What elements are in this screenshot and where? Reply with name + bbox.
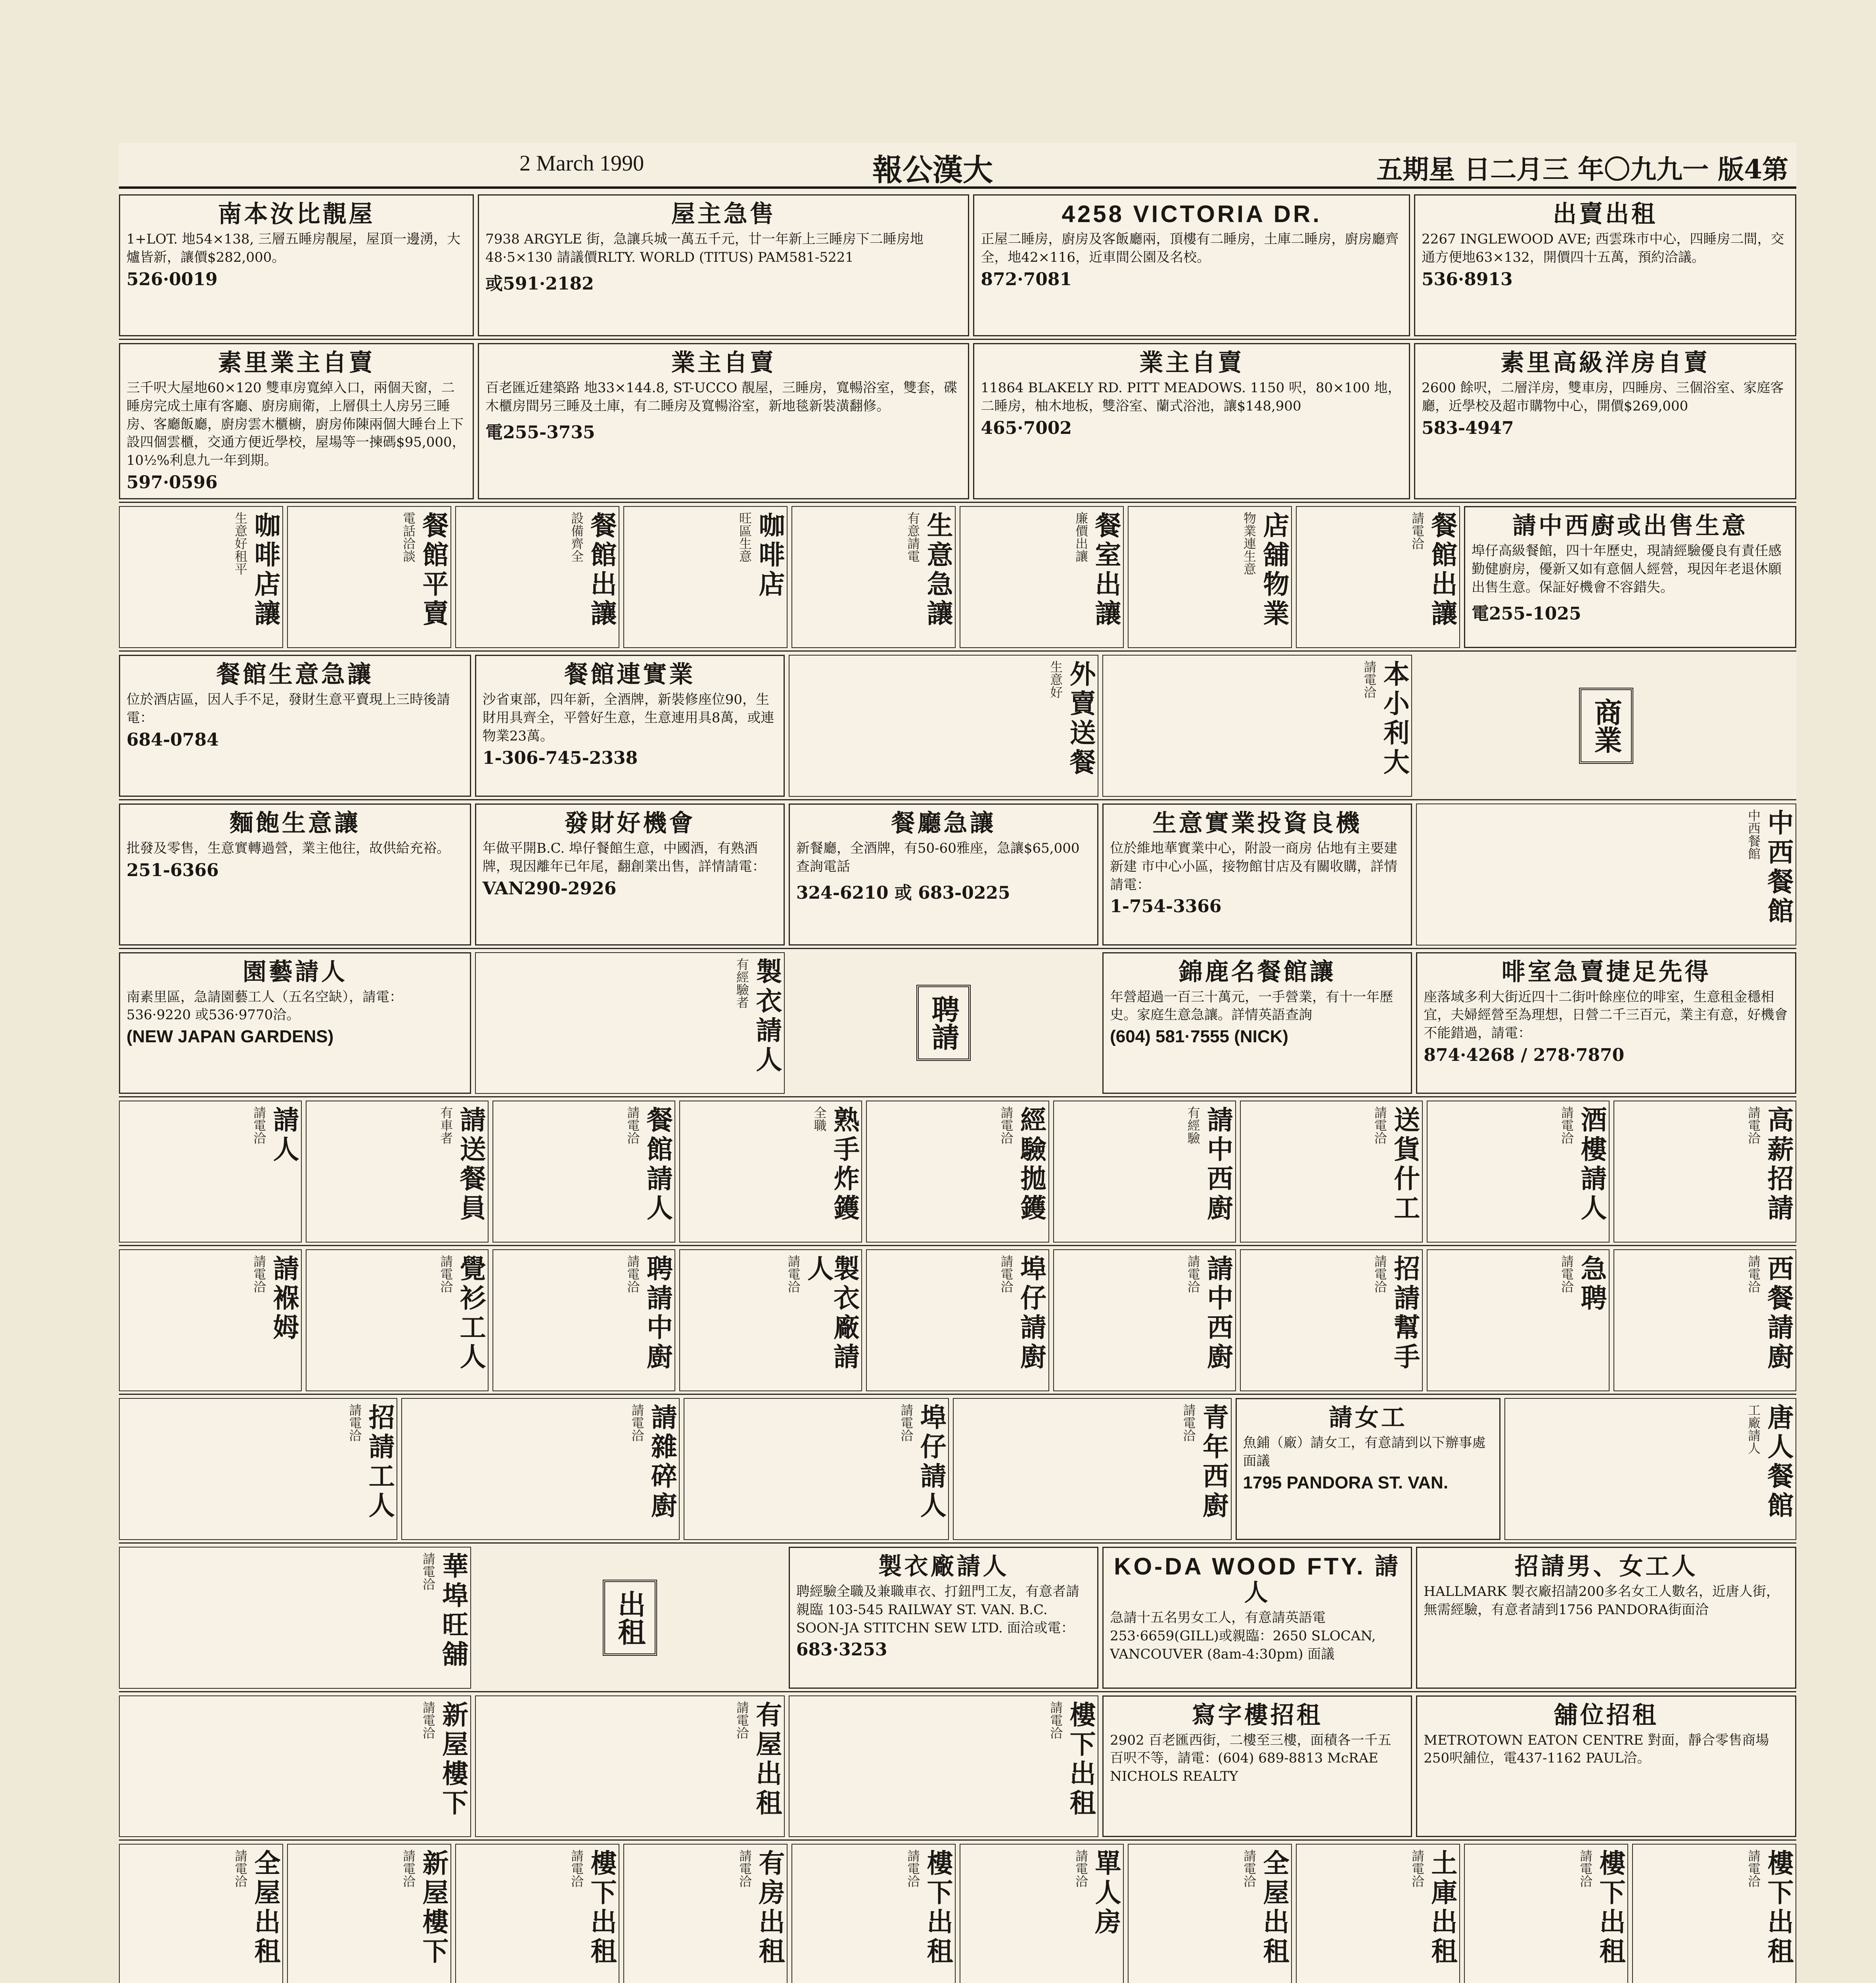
ad-title: 啡室急賣捷足先得 — [1501, 958, 1711, 986]
ad-sale-rent-inglewood — [1414, 194, 1796, 336]
ad-address: 1795 PANDORA ST. VAN. — [1243, 1473, 1449, 1492]
ad-body: 年做平開B.C. 埠仔餐館生意，中國酒，有熟酒牌，現因離年已年尾，翻創業出售，詳情請電： — [482, 840, 766, 875]
listing: 覺衫工人 請電洽 — [306, 1249, 489, 1391]
ad-title: 4258 VICTORIA DR. — [1062, 201, 1322, 227]
listing-heading: 請中西廚 — [1202, 1106, 1234, 1224]
listing: 請雜碎廚 請電洽 — [401, 1398, 680, 1540]
ad-title: 餐館連實業 — [564, 661, 696, 689]
ad-body: 魚鋪（廠）請女工，有意請到以下辦事處面議 — [1243, 1435, 1486, 1469]
ad-title: 出賣出租 — [1553, 200, 1658, 228]
ad-surrey-owner-sale — [119, 343, 474, 499]
listing: 請中西廚 請電洽 — [1053, 1249, 1236, 1391]
row-business-2 — [119, 655, 1796, 800]
listing: 送貨什工 請電洽 — [1240, 1101, 1423, 1243]
ad-hiring-female-workers — [1236, 1398, 1501, 1540]
ad-famous-restaurant-sale — [1102, 952, 1412, 1094]
listing-heading: 埠仔請廚 — [1016, 1255, 1047, 1373]
listing: 全屋出租 請電洽 — [1128, 1844, 1292, 1983]
listing: 聘請中廚 請電洽 — [492, 1249, 675, 1391]
issue-line: 五期星 日二月三 年〇九九一 版4第 — [1376, 154, 1788, 185]
ad-body: 南素里區，急請園藝工人（五名空缺），請電：536·9220 或536·9770洽。 — [126, 989, 403, 1023]
listing-heading: 送貨什工 — [1389, 1106, 1420, 1224]
ad-shop-for-rent — [1416, 1695, 1796, 1837]
ad-phone: 電255-1025 — [1472, 603, 1581, 624]
ad-south-burnaby-house — [119, 194, 474, 336]
listing-heading: 招請工人 — [364, 1403, 395, 1521]
ad-title: 園藝請人 — [242, 958, 347, 986]
ad-title: 發財好機會 — [564, 809, 696, 837]
listing-heading: 全屋出租 — [1259, 1849, 1290, 1967]
ad-body: 1+LOT. 地54×138, 三層五睡房靚屋，屋頂一邊湧，大爐皆新，讓價$282,000。 — [126, 231, 461, 265]
ad-phone: 597·0596 — [126, 472, 218, 493]
listing: 樓下出租 請電洽 — [1632, 1844, 1796, 1983]
masthead — [119, 143, 1796, 189]
ad-body: 聘經驗全職及兼職車衣、打鈕門工友，有意者請親臨 103-545 RAILWAY ST. VAN. B.C. SOON-JA STITCHN SEW LTD. 面洽或電： — [796, 1583, 1079, 1636]
ad-hallmark-hiring — [1416, 1547, 1796, 1689]
ad-phone: 251-6366 — [126, 860, 219, 880]
ad-office-for-rent — [1102, 1695, 1412, 1837]
listing-heading: 樓下出租 — [1065, 1701, 1096, 1818]
row-hiring-4 — [119, 1398, 1796, 1544]
ad-body: 埠仔高級餐館，四十年歷史，現請經驗優良有責任感勤健廚房，優新又如有意個人經營，現因年老退休願出售生意。保証好機會不容錯失。 — [1472, 543, 1782, 596]
listing: 生意急讓 有意請電 — [791, 506, 956, 648]
ad-restaurant-with-property — [475, 655, 785, 797]
row-business-1 — [119, 506, 1796, 652]
row-hiring-2 — [119, 1101, 1796, 1246]
listing-heading: 埠仔請人 — [916, 1403, 947, 1521]
ad-phone: 電255-3735 — [485, 422, 595, 443]
listing: 新屋樓下 請電洽 — [287, 1844, 451, 1983]
ad-title: 寫字樓招租 — [1192, 1701, 1323, 1729]
listing: 唐人餐館 工廠請人 — [1504, 1398, 1796, 1540]
newspaper-page — [119, 143, 1796, 1983]
listing-heading: 急聘 — [1576, 1255, 1607, 1314]
ad-body: 座落域多利大街近四十二街叶餘座位的啡室，生意租金穩相宜，夫婦經營至為理想，日營二千三百元，業主有意，好機會不能錯過，請電： — [1424, 989, 1788, 1041]
listing: 青年西廚 請電洽 — [953, 1398, 1231, 1540]
listing-heading: 中西餐館 — [1763, 809, 1794, 926]
listing: 招請工人 請電洽 — [119, 1398, 397, 1540]
listing: 咖啡店 旺區生意 — [623, 506, 788, 648]
listing-heading: 請褓姆 — [268, 1255, 300, 1343]
date-english: 2 March 1990 — [519, 151, 644, 176]
listing: 埠仔請人 請電洽 — [684, 1398, 949, 1540]
listing: 請褓姆 請電洽 — [119, 1249, 302, 1391]
row-real-estate-2 — [119, 343, 1796, 503]
ad-phone: 1-754-3366 — [1110, 896, 1222, 917]
ad-surrey-luxury-house — [1414, 343, 1796, 499]
listing-heading: 請雜碎廚 — [646, 1403, 678, 1521]
listing-heading: 餐室出讓 — [1090, 512, 1121, 629]
ad-title: 製衣廠請人 — [878, 1552, 1009, 1580]
listing-heading: 餐館平賣 — [418, 512, 449, 629]
ad-hire-chef-or-sell — [1464, 506, 1796, 648]
ad-phone: 684-0784 — [126, 729, 219, 750]
listing-heading: 單人房 — [1090, 1849, 1121, 1938]
ad-phone: 324-6210 或 683-0225 — [796, 882, 1010, 903]
ad-phone: (604) 581·7555 (NICK) — [1110, 1027, 1289, 1047]
ad-owner-sale-victoria — [973, 194, 1410, 336]
ad-title: 素里業主自賣 — [218, 349, 375, 377]
ad-phone: 465·7002 — [981, 418, 1072, 438]
listing: 新屋樓下 請電洽 — [119, 1695, 471, 1837]
ad-body: 2600 餘呎，二層洋房，雙車房，四睡房、三個浴室、家庭客廳，近學校及超市購物中心，開價$269,000 — [1422, 380, 1784, 414]
ad-phone: 1-306-745-2338 — [482, 748, 638, 768]
ad-restaurant-urgent — [789, 804, 1098, 945]
listing: 酒樓請人 請電洽 — [1427, 1101, 1610, 1243]
classified-grid — [119, 194, 1796, 1983]
ad-title: KO-DA WOOD FTY. 請人 — [1114, 1553, 1401, 1606]
section-badge-hiring: 聘請 — [789, 952, 1098, 1094]
listing: 單人房 請電洽 — [960, 1844, 1124, 1983]
listing-heading: 咖啡店 — [754, 512, 785, 600]
listing: 招請幫手 請電洽 — [1240, 1249, 1423, 1391]
ad-phone: 583-4947 — [1422, 418, 1514, 438]
listing-heading: 樓下出租 — [586, 1849, 617, 1967]
listing-heading: 本小利大 — [1379, 660, 1410, 778]
ad-good-opportunity — [475, 804, 785, 945]
section-badge-business: 商業 — [1416, 655, 1796, 797]
ad-title: 招請男、女工人 — [1514, 1552, 1698, 1580]
listing: 餐館出讓 請電洽 — [1296, 506, 1460, 648]
ad-body: 位於維地華實業中心，附設一商房 佔地有主要建新建 市中心小區，接物館甘店及有關收購，詳情請電： — [1110, 840, 1397, 893]
listing-heading: 有屋出租 — [751, 1701, 782, 1818]
ad-body: 正屋二睡房，廚房及客飯廳兩，頂樓有二睡房，土庫二睡房，廚房廳齊全，地42×116，近車間公園及名校。 — [981, 231, 1399, 265]
listing-heading: 請中西廚 — [1202, 1255, 1234, 1373]
row-business-3 — [119, 804, 1796, 949]
ad-body: 急請十五名男女工人，有意請英語電253·6659(GILL)或親臨：2650 SLOCAN, VANCOUVER (8am-4:30pm) 面議 — [1110, 1609, 1376, 1662]
ad-body: 沙省東部，四年新，全酒牌，新裝修座位90，生財用具齊全，平營好生意，生意連用具8萬，或連物業23萬。 — [482, 692, 774, 744]
ad-body: 2902 百老匯西街，二樓至三樓，面積各一千五百呎不等，請電：(604) 689-8813 McRAE NICHOLS REALTY — [1110, 1732, 1391, 1785]
listing: 西餐請廚 請電洽 — [1613, 1249, 1796, 1391]
listing-heading: 唐人餐館 — [1763, 1403, 1794, 1521]
ad-phone: 或591·2182 — [485, 273, 594, 294]
listing: 埠仔請廚 請電洽 — [866, 1249, 1049, 1391]
listing: 有房出租 請電洽 — [623, 1844, 788, 1983]
listing: 咖啡店讓 生意好租平 — [119, 506, 283, 648]
row-rental-2 — [119, 1844, 1796, 1983]
ad-body: 7938 ARGYLE 街，急讓兵城一萬五千元，廿一年新上三睡房下二睡房地48·5×130 請議價RLTY. WORLD (TITUS) PAM581-5221 — [485, 231, 924, 265]
listing: 請人 請電洽 — [119, 1101, 302, 1243]
listing: 餐室出讓 廉價出讓 — [960, 506, 1124, 648]
listing: 華埠旺舖 請電洽 — [119, 1547, 471, 1689]
ad-garment-factory-hiring — [789, 1547, 1098, 1689]
listing: 高薪招請 請電洽 — [1613, 1101, 1796, 1243]
listing: 樓下出租 請電洽 — [1464, 1844, 1628, 1983]
ad-phone: VAN290-2926 — [482, 878, 617, 899]
listing-heading: 覺衫工人 — [455, 1255, 487, 1373]
section-badge-rental: 出租 — [475, 1547, 785, 1689]
listing-heading: 華埠旺舖 — [437, 1552, 469, 1670]
listing-heading: 招請幫手 — [1389, 1255, 1420, 1373]
listing-heading: 新屋樓下 — [418, 1849, 449, 1967]
ad-title: 屋主急售 — [671, 200, 776, 228]
listing-heading: 樓下出租 — [1595, 1849, 1626, 1967]
listing: 店舖物業 物業連生意 — [1128, 506, 1292, 648]
listing-heading: 餐館請人 — [642, 1106, 673, 1224]
listing-heading: 全屋出租 — [250, 1849, 281, 1967]
row-rental-1 — [119, 1695, 1796, 1841]
listing-heading: 高薪招請 — [1763, 1106, 1794, 1224]
ad-title: 餐廳急讓 — [891, 809, 996, 837]
ad-phone: 536·8913 — [1422, 269, 1513, 290]
listing-heading: 熟手炸鑊 — [829, 1106, 860, 1224]
ad-business-investment — [1102, 804, 1412, 945]
listing: 外賣送餐 生意好 — [789, 655, 1098, 797]
ad-gardening-hiring — [119, 952, 471, 1094]
listing-heading: 請送餐員 — [455, 1106, 487, 1224]
listing-heading: 青年西廚 — [1198, 1403, 1229, 1521]
ad-phone: (NEW JAPAN GARDENS) — [126, 1027, 334, 1047]
listing: 請中西廚 有經驗 — [1053, 1101, 1236, 1243]
row-real-estate-1 — [119, 194, 1796, 340]
listing-heading: 酒樓請人 — [1576, 1106, 1607, 1224]
listing: 全屋出租 請電洽 — [119, 1844, 283, 1983]
ad-body: 2267 INGLEWOOD AVE; 西雲珠市中心，四睡房二間，交通方便地63×132，開價四十五萬，預約洽議。 — [1422, 231, 1784, 265]
ad-body: 年營超過一百三十萬元，一手營業，有十一年歷史。家庭生意急讓。詳情英語查詢 — [1110, 989, 1393, 1023]
ad-title: 業主自賣 — [671, 349, 776, 377]
ad-title: 餐館生意急讓 — [216, 661, 374, 689]
listing-heading: 樓下出租 — [922, 1849, 953, 1967]
listing-heading: 經驗拋鑊 — [1016, 1106, 1047, 1224]
listing: 餐館平賣 電話洽談 — [287, 506, 451, 648]
ad-body: METROTOWN EATON CENTRE 對面，靜合零售商場250呎舖位，電437-1162 PAUL洽。 — [1424, 1732, 1769, 1766]
listing: 餐館出讓 設備齊全 — [455, 506, 619, 648]
ad-restaurant-urgent-sale — [119, 655, 471, 797]
listing-heading: 西餐請廚 — [1763, 1255, 1794, 1373]
listing-heading: 有房出租 — [754, 1849, 785, 1967]
ad-body: 三千呎大屋地60×120 雙車房寬綽入口，兩個天窗，二睡房完成土庫有客廳、廚房廁衛，上層俱土人房另三睡房、客廳飯廳，廚房雲木櫃櫥，廚房佈陳兩個大睡台上下設四個雲櫃，交通方便近學校，屋場等一揀碼$95,000，10½%利息九一年到期。 — [126, 380, 466, 469]
listing-heading: 請人 — [268, 1106, 300, 1165]
listing-heading: 餐館出讓 — [586, 512, 617, 629]
listing: 急聘 請電洽 — [1427, 1249, 1610, 1391]
ad-title: 生意實業投資良機 — [1152, 809, 1362, 837]
ad-phone: 683·3253 — [796, 1640, 887, 1660]
ad-title: 南本汝比靚屋 — [218, 200, 375, 228]
ad-phone: 526·0019 — [126, 269, 218, 290]
listing: 請送餐員 有車者 — [306, 1101, 489, 1243]
listing-heading: 樓下出租 — [1763, 1849, 1794, 1967]
listing: 土庫出租 請電洽 — [1296, 1844, 1460, 1983]
row-hiring-1 — [119, 952, 1796, 1098]
ad-owner-sale-pitt-meadows — [973, 343, 1410, 499]
listing: 有屋出租 請電洽 — [475, 1695, 785, 1837]
ad-phone: 874·4268 / 278·7870 — [1424, 1045, 1625, 1066]
listing-heading: 新屋樓下 — [437, 1701, 469, 1818]
listing: 中西餐館 中西餐館 — [1416, 804, 1796, 945]
ad-title: 請女工 — [1328, 1404, 1407, 1432]
ad-body: 百老匯近建築路 地33×144.8, ST-UCCO 靚屋，三睡房，寬暢浴室，雙套，碟木櫃房間另三睡及土庫，有二睡房及寬暢浴室，新地毯新裝潢翻修。 — [485, 380, 958, 414]
ad-body: HALLMARK 製衣廠招請200多名女工人數名，近唐人街，無需經驗，有意者請到1756 PANDORA街面洽 — [1424, 1583, 1780, 1618]
ad-owner-sale-argyle — [478, 194, 969, 336]
ad-cafe-quick-sale — [1416, 952, 1796, 1094]
listing: 經驗拋鑊 請電洽 — [866, 1101, 1049, 1243]
listing: 本小利大 請電洽 — [1102, 655, 1412, 797]
listing-heading: 生意急讓 — [922, 512, 953, 629]
ad-koda-wood-factory — [1102, 1547, 1412, 1689]
ad-body: 位於酒店區，因人手不足，發財生意平賣現上三時後請電： — [126, 692, 450, 726]
row-hiring-5 — [119, 1547, 1796, 1692]
listing: 樓下出租 請電洽 — [791, 1844, 956, 1983]
listing-heading: 聘請中廚 — [642, 1255, 673, 1373]
ad-phone: 872·7081 — [981, 269, 1072, 290]
listing-heading: 製衣廠請人 — [803, 1255, 860, 1373]
ad-owner-sale-broadway — [478, 343, 969, 499]
ad-bakery-sale — [119, 804, 471, 945]
paper-name: 報公漢大 — [872, 152, 993, 188]
listing-heading: 外賣送餐 — [1065, 660, 1096, 778]
row-hiring-3 — [119, 1249, 1796, 1395]
ad-body: 11864 BLAKELY RD. PITT MEADOWS. 1150 呎，80×100 地，二睡房，柚木地板，雙浴室、蘭式浴池，讓$148,900 — [981, 380, 1401, 414]
listing: 樓下出租 請電洽 — [455, 1844, 619, 1983]
ad-title: 錦鹿名餐館讓 — [1178, 958, 1336, 986]
ad-title: 麵飽生意讓 — [229, 809, 360, 837]
listing-heading: 咖啡店讓 — [250, 512, 281, 629]
listing-heading: 店舖物業 — [1259, 512, 1290, 629]
listing: 製衣請人 有經驗者 — [475, 952, 785, 1094]
ad-title: 舖位招租 — [1554, 1701, 1659, 1729]
listing: 熟手炸鑊 全職 — [679, 1101, 862, 1243]
ad-title: 素里高級洋房自賣 — [1500, 349, 1710, 377]
listing: 餐館請人 請電洽 — [492, 1101, 675, 1243]
listing: 樓下出租 請電洽 — [789, 1695, 1098, 1837]
listing-heading: 土庫出租 — [1427, 1849, 1458, 1967]
ad-body: 批發及零售，生意實轉過營，業主他往，故供給充裕。 — [126, 840, 450, 856]
listing-heading: 餐館出讓 — [1427, 512, 1458, 629]
ad-title: 業主自賣 — [1139, 349, 1244, 377]
ad-title: 請中西廚或出售生意 — [1512, 512, 1748, 540]
listing: 製衣廠請人 請電洽 — [679, 1249, 862, 1391]
ad-body: 新餐廳，全酒牌，有50-60雅座，急讓$65,000 查詢電話 — [796, 840, 1080, 875]
